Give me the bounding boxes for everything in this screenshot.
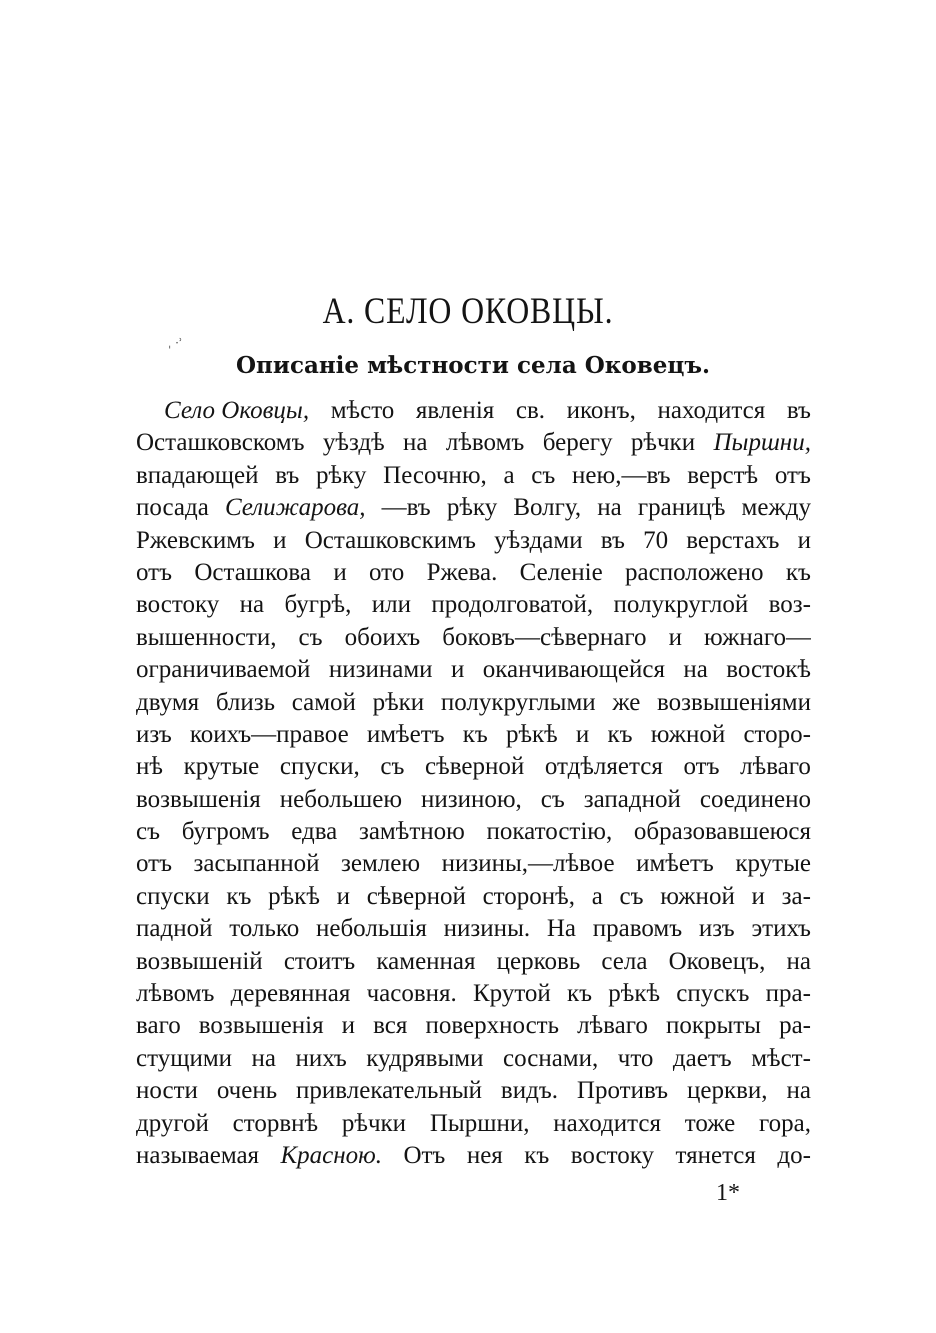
word: Пыршни, xyxy=(429,1109,530,1137)
word: верстахъ xyxy=(686,526,780,554)
word: впадающей xyxy=(136,461,259,489)
word: сторвнѣ xyxy=(232,1109,319,1137)
word: лѣваго xyxy=(740,753,811,781)
word: сторонѣ, xyxy=(482,882,575,910)
word: съ xyxy=(619,882,644,910)
word: къ xyxy=(785,558,811,586)
word: Осташковскомъ xyxy=(136,429,305,457)
word: возвышеніями xyxy=(657,688,811,716)
word: близь xyxy=(215,688,276,716)
word: Противъ xyxy=(576,1077,669,1105)
word: нея xyxy=(466,1141,503,1169)
word: коихъ—правое xyxy=(189,720,349,748)
word: и xyxy=(341,1012,356,1040)
word: съ xyxy=(531,461,556,489)
word: бугромъ xyxy=(181,818,270,846)
word: крутые xyxy=(183,753,260,781)
word: на xyxy=(251,1044,277,1072)
text-line xyxy=(136,687,811,719)
word: берегу xyxy=(542,429,613,457)
scan-speck: ˌ ·ʾ xyxy=(168,336,183,350)
word: возвышеній xyxy=(136,947,263,975)
word: Ржева. xyxy=(426,558,498,586)
text-line xyxy=(136,654,811,686)
word: ваго xyxy=(136,1012,181,1040)
word: вся xyxy=(373,1012,408,1040)
word: сторо- xyxy=(743,720,811,748)
word: вышенности, xyxy=(136,623,277,651)
word: тянется xyxy=(675,1141,756,1169)
text-line xyxy=(136,913,811,945)
word: Красною. xyxy=(280,1141,382,1169)
word: Пыршни, xyxy=(713,429,811,457)
word: а xyxy=(503,461,515,489)
word: рѣку xyxy=(316,461,367,489)
word: къ xyxy=(226,882,252,910)
word: спускъ xyxy=(676,980,750,1008)
word: въ xyxy=(275,461,300,489)
word: въ xyxy=(786,397,811,424)
text-line xyxy=(136,881,811,913)
word: Осташкова xyxy=(194,558,312,586)
word: деревянная xyxy=(230,980,351,1008)
word: землею xyxy=(341,850,421,878)
word: отъ xyxy=(136,558,173,586)
word: Селеніе xyxy=(519,558,603,586)
word: и xyxy=(668,623,682,651)
word: имѣетъ xyxy=(636,850,714,878)
word: низины,—лѣвое xyxy=(441,850,615,878)
word: Крутой xyxy=(472,980,551,1008)
word: а xyxy=(591,882,603,910)
word: на xyxy=(786,947,811,975)
word: рѣкѣ xyxy=(268,882,320,910)
word: сѣверной xyxy=(366,882,466,910)
text-line xyxy=(136,1075,811,1107)
word: и xyxy=(797,526,811,554)
word: двумя xyxy=(136,688,200,716)
word: уѣздѣ xyxy=(322,429,385,457)
word: отъ xyxy=(683,753,720,781)
word: или xyxy=(371,591,411,619)
word: на xyxy=(786,1077,811,1105)
word: Ржевскимъ xyxy=(136,526,255,554)
word: между xyxy=(741,494,811,522)
word: соединено xyxy=(699,785,811,813)
word: востоку xyxy=(570,1141,655,1169)
word: этихъ xyxy=(751,915,811,943)
text-line xyxy=(136,816,811,848)
word: спуски xyxy=(136,882,210,910)
word: покатостію, xyxy=(486,818,613,846)
word: явленія xyxy=(415,397,495,424)
text-line xyxy=(136,1108,811,1140)
word: стоитъ xyxy=(283,947,356,975)
word: посада xyxy=(136,494,209,522)
word: востоку xyxy=(136,591,220,619)
body-paragraph xyxy=(136,395,811,1172)
word: часовня. xyxy=(366,980,457,1008)
word: На xyxy=(546,915,577,943)
text-line xyxy=(136,427,811,459)
word: церкви, xyxy=(686,1077,768,1105)
word: на xyxy=(683,656,708,684)
word: возвышенія xyxy=(198,1012,324,1040)
text-line xyxy=(136,978,811,1010)
word: едва xyxy=(291,818,338,846)
word: мѣсто xyxy=(330,397,395,424)
text-line xyxy=(136,1140,811,1172)
word: что xyxy=(617,1044,654,1072)
word: небольшею xyxy=(279,785,403,813)
word: изъ xyxy=(136,720,172,748)
word: уѣздами xyxy=(494,526,583,554)
word: къ xyxy=(567,980,593,1008)
word: къ xyxy=(524,1141,550,1169)
word: низиною, xyxy=(420,785,522,813)
text-line xyxy=(136,557,811,589)
word: лѣвомъ xyxy=(136,980,215,1008)
word: къ xyxy=(607,720,633,748)
word: мѣст- xyxy=(751,1044,811,1072)
text-line xyxy=(136,589,811,621)
word: ра- xyxy=(779,1012,811,1040)
section-subtitle: Описаніе мѣстности села Оковецъ. xyxy=(236,352,710,379)
word: продолговатой, xyxy=(431,591,594,619)
word: рѣкѣ xyxy=(505,720,558,748)
section-title: А. СЕЛО ОКОВЦЫ. xyxy=(322,291,614,332)
word: образовавшеюся xyxy=(633,818,811,846)
text-line xyxy=(136,1043,811,1075)
text-line xyxy=(136,622,811,654)
word: и xyxy=(450,656,465,684)
word: отъ xyxy=(136,850,173,878)
word: низинами xyxy=(328,656,433,684)
word: церковь xyxy=(496,947,581,975)
word: же xyxy=(612,688,641,716)
word: привлекательный xyxy=(296,1077,483,1105)
word: обоихъ xyxy=(344,623,421,651)
word: съ xyxy=(380,753,405,781)
text-line xyxy=(136,1010,811,1042)
word: очень xyxy=(216,1077,278,1105)
word: ограничиваемой xyxy=(136,656,311,684)
word: боковъ—сѣвернаго xyxy=(442,623,647,651)
word: рѣчки xyxy=(630,429,696,457)
word: даетъ xyxy=(672,1044,732,1072)
word: съ xyxy=(136,818,161,846)
word: и xyxy=(751,882,765,910)
word: расположено xyxy=(625,558,764,586)
word: верстѣ xyxy=(687,461,759,489)
text-line xyxy=(136,395,811,427)
word: за- xyxy=(781,882,811,910)
word: находится xyxy=(657,397,766,424)
word: гора, xyxy=(759,1109,811,1137)
word: тоже xyxy=(684,1109,736,1137)
word: называемая xyxy=(136,1141,260,1169)
word: села xyxy=(601,947,648,975)
word: отдѣляется xyxy=(544,753,663,781)
text-line xyxy=(136,751,811,783)
word: поверхность xyxy=(425,1012,560,1040)
word: имѣетъ xyxy=(366,720,445,748)
word: засыпанной xyxy=(193,850,320,878)
word: на xyxy=(403,429,428,457)
word: падной xyxy=(136,915,213,943)
word: ности xyxy=(136,1077,198,1105)
word: каменная xyxy=(376,947,476,975)
word: пра- xyxy=(765,980,811,1008)
word: ото xyxy=(369,558,405,586)
word: находится xyxy=(553,1109,661,1137)
word: лѣваго xyxy=(577,1012,648,1040)
word: оканчивающейся xyxy=(482,656,665,684)
text-line xyxy=(136,784,811,816)
word: границѣ xyxy=(637,494,726,522)
word: и xyxy=(333,558,347,586)
word: —въ xyxy=(381,494,431,522)
word: покрыты xyxy=(665,1012,761,1040)
page-number: 1* xyxy=(716,1180,740,1206)
word: только xyxy=(229,915,300,943)
word: соснами, xyxy=(503,1044,599,1072)
word: на xyxy=(239,591,265,619)
word: и xyxy=(273,526,287,554)
word: нѣ xyxy=(136,753,163,781)
word: Оковецъ, xyxy=(668,947,766,975)
word: южнаго— xyxy=(704,623,811,651)
word: бугрѣ, xyxy=(284,591,352,619)
word: Песочню, xyxy=(383,461,487,489)
text-line xyxy=(136,946,811,978)
word: видъ. xyxy=(500,1077,559,1105)
word: Волгу, xyxy=(513,494,582,522)
word: въ xyxy=(600,526,625,554)
word: съ xyxy=(298,623,323,651)
word: крутые xyxy=(735,850,811,878)
word: другой xyxy=(136,1109,209,1137)
word: Селижарова, xyxy=(224,494,366,522)
word: къ xyxy=(462,720,488,748)
text-line xyxy=(136,460,811,492)
text-line xyxy=(136,848,811,880)
word: самой xyxy=(291,688,356,716)
word: на xyxy=(597,494,622,522)
word: Село Оковцы, xyxy=(164,397,310,424)
word: и xyxy=(336,882,350,910)
word: Отъ xyxy=(403,1141,446,1169)
word: съ xyxy=(540,785,565,813)
word: полукруглыми xyxy=(440,688,596,716)
word: 70 xyxy=(643,526,669,554)
word: востокѣ xyxy=(726,656,811,684)
word: спуски, xyxy=(279,753,360,781)
word: воз- xyxy=(768,591,811,619)
word: кудрявыми xyxy=(366,1044,484,1072)
word: нихъ xyxy=(295,1044,347,1072)
word: лѣвомъ xyxy=(445,429,525,457)
word: правомъ xyxy=(592,915,683,943)
word: возвышенія xyxy=(136,785,261,813)
word: сѣверной xyxy=(425,753,525,781)
word: небольшія xyxy=(315,915,427,943)
word: св. xyxy=(515,397,546,424)
text-line xyxy=(136,719,811,751)
word: нею,—въ xyxy=(572,461,671,489)
word: и xyxy=(575,720,590,748)
word: иконъ, xyxy=(566,397,636,424)
word: рѣкѣ xyxy=(608,980,661,1008)
word: западной xyxy=(583,785,681,813)
word: южной xyxy=(660,882,735,910)
word: южной xyxy=(650,720,726,748)
word: рѣку xyxy=(446,494,498,522)
word: рѣчки xyxy=(341,1109,407,1137)
word: изъ xyxy=(698,915,735,943)
text-line xyxy=(136,525,811,557)
word: низины. xyxy=(443,915,531,943)
text-line xyxy=(136,492,811,524)
word: до- xyxy=(777,1141,811,1169)
word: отъ xyxy=(774,461,811,489)
word: стущими xyxy=(136,1044,233,1072)
word: полукруглой xyxy=(613,591,749,619)
word: Осташковскимъ xyxy=(304,526,476,554)
word: замѣтною xyxy=(358,818,465,846)
word: рѣки xyxy=(372,688,425,716)
